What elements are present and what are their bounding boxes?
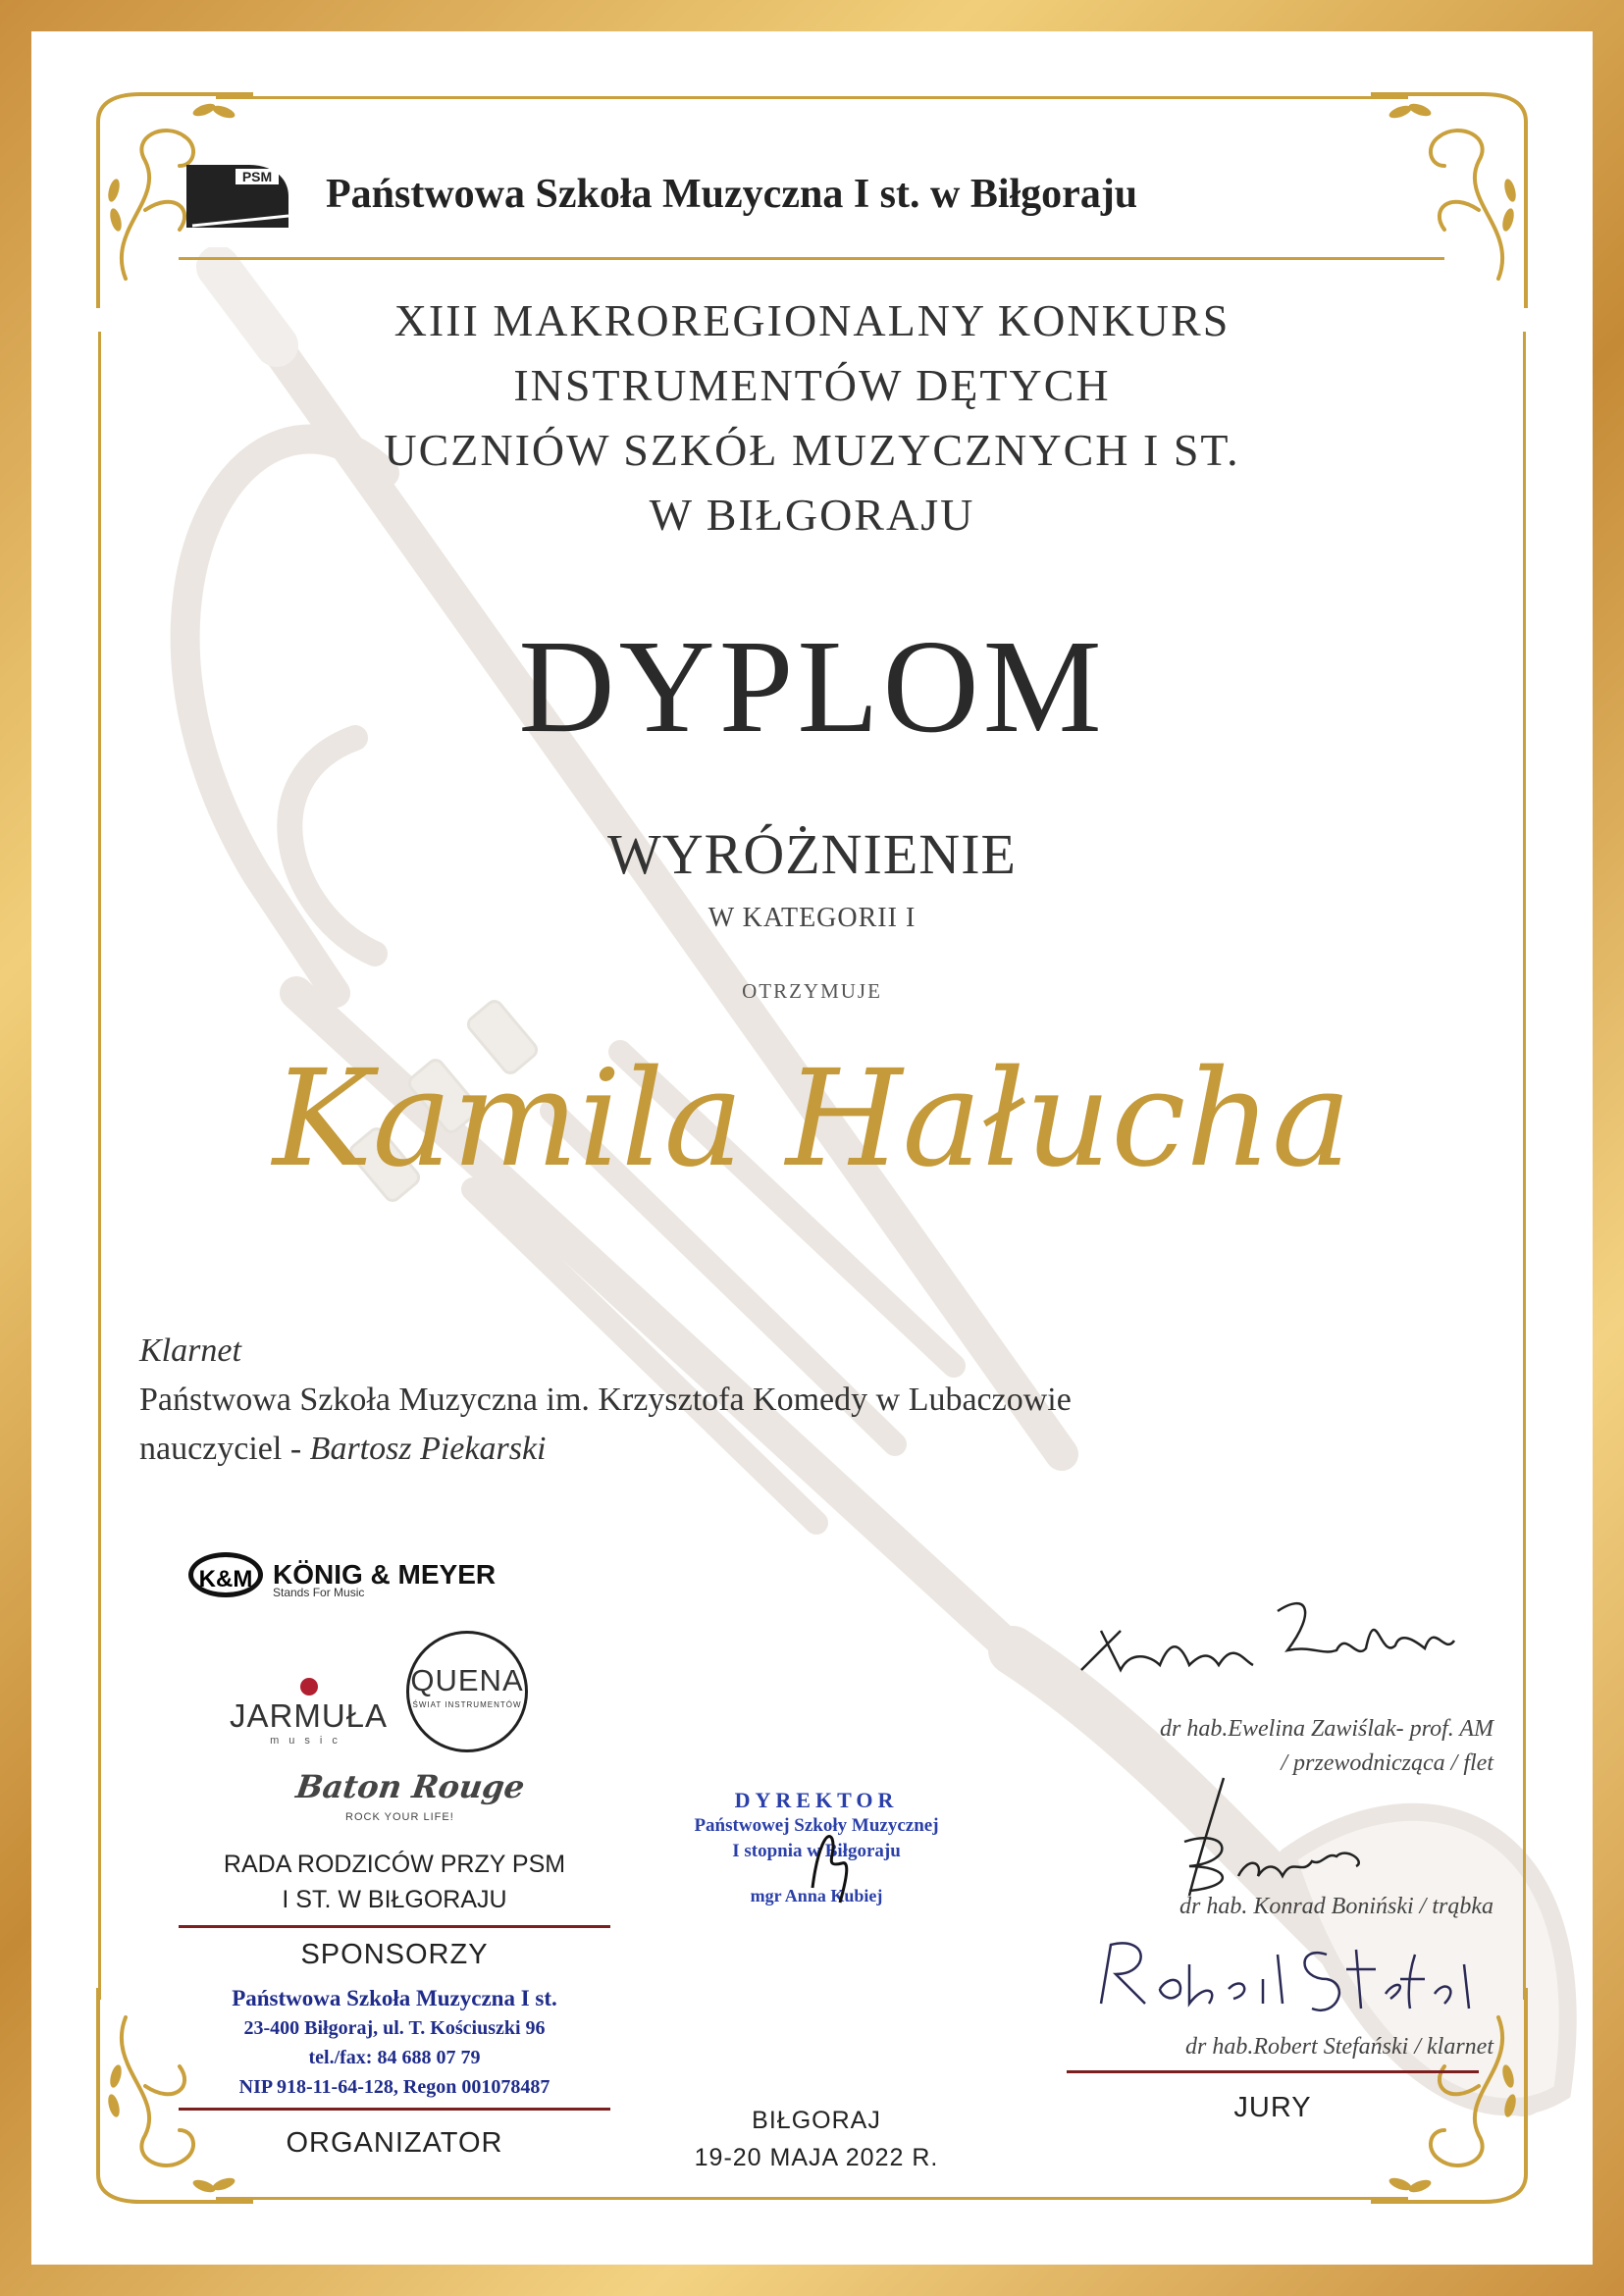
school-title: Państwowa Szkoła Muzyczna I st. w Biłgoraju bbox=[326, 172, 1138, 217]
award-title: WYRÓŻNIENIE bbox=[607, 822, 1017, 886]
jarmula-name: JARMUŁA bbox=[230, 1697, 389, 1734]
quena-name: QUENA bbox=[410, 1663, 524, 1697]
teacher-name: Bartosz Piekarski bbox=[309, 1431, 547, 1467]
contest-title-line: UCZNIÓW SZKÓŁ MUZYCZNYCH I ST. bbox=[384, 425, 1240, 475]
jarmula-sub: music bbox=[270, 1735, 347, 1747]
jury-member-line: dr hab. Konrad Boniński / trąbka bbox=[1179, 1894, 1493, 1919]
date: 19-20 MAJA 2022 R. bbox=[694, 2144, 939, 2171]
stamp-line: Państwowa Szkoła Muzyczna I st. bbox=[232, 1986, 557, 2010]
parents-council-line: I ST. W BIŁGORAJU bbox=[282, 1886, 507, 1913]
contest-title-line: INSTRUMENTÓW DĘTYCH bbox=[513, 360, 1111, 410]
director-line: Państwowej Szkoły Muzycznej bbox=[694, 1815, 939, 1836]
stamp-line: NIP 918-11-64-128, Regon 001078487 bbox=[238, 2076, 550, 2098]
recipient-name: Kamila Hałucha bbox=[272, 1042, 1352, 1197]
stamp-line: tel./fax: 84 688 07 79 bbox=[308, 2047, 481, 2068]
diploma-title: DYPLOM bbox=[518, 613, 1106, 760]
jarmula-dot-icon bbox=[300, 1678, 318, 1696]
parents-council bbox=[179, 1847, 610, 1917]
jury-signature-stefanski-icon bbox=[1072, 1925, 1484, 2033]
sponsors-rule bbox=[179, 1925, 610, 1928]
stamp-line: 23-400 Biłgoraj, ul. T. Kościuszki 96 bbox=[243, 2017, 546, 2039]
director-title: DYREKTOR bbox=[734, 1788, 899, 1812]
director-line: I stopnia w Biłgoraju bbox=[732, 1841, 901, 1861]
director-name: mgr Anna Kubiej bbox=[750, 1886, 883, 1905]
jury-member-line: dr hab.Robert Stefański / klarnet bbox=[1185, 2034, 1493, 2060]
contest-title bbox=[31, 288, 1593, 548]
jury-member-line: dr hab.Ewelina Zawiślak- prof. AM bbox=[1159, 1716, 1493, 1742]
participant-details bbox=[139, 1327, 1072, 1474]
km-tagline: Stands For Music bbox=[273, 1586, 365, 1599]
award-category: W KATEGORII I bbox=[707, 903, 917, 933]
receives-label: OTRZYMUJE bbox=[742, 979, 882, 1003]
instrument: Klarnet bbox=[139, 1332, 241, 1369]
participant-school: Państwowa Szkoła Muzyczna im. Krzysztofa Komedy w Lubaczowie bbox=[139, 1382, 1072, 1418]
jury-label: JURY bbox=[1233, 2092, 1312, 2123]
place-date bbox=[620, 2102, 1013, 2176]
frame-top-line bbox=[216, 96, 1408, 99]
quena-sub: ŚWIAT INSTRUMENTÓW bbox=[412, 1700, 522, 1709]
jury-signature-boninski-icon bbox=[1130, 1768, 1425, 1905]
baton-rouge-tagline: ROCK YOUR LIFE! bbox=[345, 1811, 454, 1823]
psm-piano-logo-icon bbox=[179, 157, 296, 235]
organizer-stamp bbox=[179, 1984, 610, 2102]
svg-text:PSM: PSM bbox=[241, 169, 273, 184]
contest-title-line: W BIŁGORAJU bbox=[649, 490, 975, 540]
teacher-label: nauczyciel - bbox=[139, 1431, 302, 1467]
school-header bbox=[179, 149, 1405, 247]
teacher-line bbox=[139, 1425, 1072, 1474]
km-mark: K&M bbox=[188, 1552, 263, 1597]
jury-rule bbox=[1067, 2070, 1479, 2073]
km-brand: KÖNIG & MEYER bbox=[273, 1559, 497, 1590]
jarmula-logo bbox=[230, 1678, 388, 1747]
director-signature-icon bbox=[803, 1819, 862, 1907]
city: BIŁGORAJ bbox=[752, 2107, 881, 2134]
parents-council-line: RADA RODZICÓW PRZY PSM bbox=[223, 1851, 566, 1878]
baton-rouge-logo: Baton Rouge bbox=[293, 1768, 527, 1805]
sponsor-logos bbox=[188, 1533, 561, 1847]
organizer-label: ORGANIZATOR bbox=[286, 2127, 503, 2159]
sponsors-label: SPONSORZY bbox=[300, 1939, 489, 1970]
frame-bottom-line bbox=[216, 2197, 1408, 2200]
quena-logo bbox=[406, 1631, 528, 1752]
jury-signature-zawislak-icon bbox=[1062, 1572, 1474, 1699]
header-rule bbox=[179, 257, 1444, 260]
diploma-paper bbox=[31, 31, 1593, 2265]
jury-member-line: / przewodnicząca / flet bbox=[1281, 1750, 1493, 1776]
contest-title-line: XIII MAKROREGIONALNY KONKURS bbox=[393, 295, 1231, 345]
organizer-rule bbox=[179, 2108, 610, 2111]
